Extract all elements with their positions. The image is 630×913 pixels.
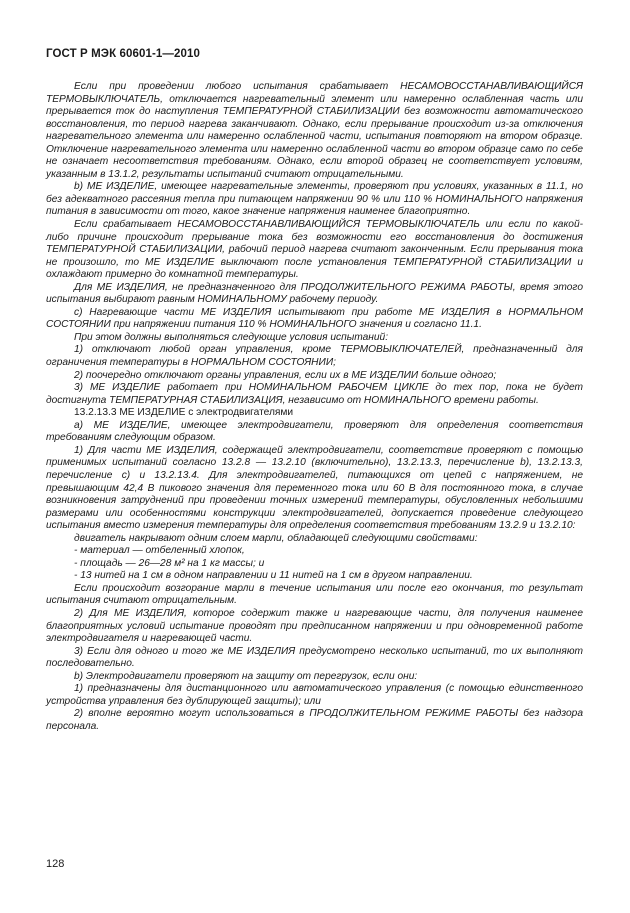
paragraph: b) МЕ ИЗДЕЛИЕ, имеющее нагревательные элементы, проверяют при условиях, указанных в 11.1, но без адекватного рассеяния тепла при питающем напряжении 90 % или 110 % НОМИНАЛЬНОГО напряжения питания в зависимости от того, какое значение напряжения наименее благоприятно. <box>46 181 583 218</box>
paragraph: 1) предназначены для дистанционного или автоматического управления (с помощью единственного устройства управления без дублирующей защиты); или <box>46 683 583 707</box>
paragraph: Если происходит возгорание марли в течение испытания или после его окончания, то результат испытания считают отрицательным. <box>46 582 583 607</box>
paragraph: - материал — отбеленный хлопок, <box>74 545 245 557</box>
paragraph: 3) МЕ ИЗДЕЛИЕ работает при НОМИНАЛЬНОМ РАБОЧЕМ ЦИКЛЕ до тех пор, пока не будет достигнута ТЕМПЕРАТУРНАЯ СТАБИЛИЗАЦИЯ, независимо от НОМИНАЛЬНОГО времени работы. <box>46 382 583 406</box>
paragraph: 2) поочередно отключают органы управления, если их в МЕ ИЗДЕЛИИ больше одного; <box>74 369 497 381</box>
paragraph: Если при проведении любого испытания срабатывает НЕСАМОВОССТАНАВЛИВАЮЩИЙСЯ ТЕРМОВЫКЛЮЧАТЕЛЬ, отключается нагревательный элемент или намеренно ослабленная часть или прерывается ток до наступления ТЕМПЕРАТУРНОЙ СТАБИЛИЗАЦИИ без возможности автоматического восстановления, то период нагрева заканчивают. Однако, если прерывание происходит из-за отключения нагревательного элемента или намеренно ослабленной части, испытания повторяют на втором образце. Отключение нагревательного элемента или намеренно ослабленной части во втором образце само по себе не означает несоответствия требованиям. Однако, если второй образец не соответствует условиям, указанным в 13.1.2, результаты испытаний считают отрицательными. <box>46 81 583 180</box>
document-body <box>46 81 583 733</box>
paragraph: 3) Если для одного и того же МЕ ИЗДЕЛИЯ предусмотрено несколько испытаний, то их выполняют последовательно. <box>46 645 583 670</box>
paragraph: 13.2.13.3 МЕ ИЗДЕЛИЕ с электродвигателями <box>74 407 294 419</box>
paragraph: b) Электродвигатели проверяют на защиту от перегрузок, если они: <box>74 670 418 682</box>
paragraph: двигатель накрывают одним слоем марли, обладающей следующими свойствами: <box>74 532 478 544</box>
paragraph: 1) Для части МЕ ИЗДЕЛИЯ, содержащей электродвигатели, соответствие проверяют с помощью применимых испытаний согласно 13.2.8 — 13.2.10 (включительно), 13.2.13.3, перечисление b), 13.2.13.3, перечисление c) и 13.2.13.4. Для электродвигателей, питающихся от цепей с напряжением, не превышающим 42,4 В пикового значения для переменного тока или 60 В для постоянного тока, в случае возникновения затруднений при проведении точных измерений температуры, обусловленных небольшими размерами или особенностями конструкции электродвигателей, допускается проведение следующего испытания вместо измерения температуры для определения соответствия требованиям 13.2.9 и 13.2.10: <box>46 444 583 532</box>
paragraph: 2) Для МЕ ИЗДЕЛИЯ, которое содержит также и нагревающие части, для получения наименее благоприятных условий испытание проводят при предписанном напряжении и при одновременной работе электродвигателя и нагревающей части. <box>46 607 583 645</box>
paragraph: а) МЕ ИЗДЕЛИЕ, имеющее электродвигатели, проверяют для определения соответствия требованиям следующим образом. <box>46 419 583 444</box>
paragraph: - площадь — 26—28 м² на 1 кг массы; и <box>74 557 265 569</box>
paragraph: 2) вполне вероятно могут использоваться в ПРОДОЛЖИТЕЛЬНОМ РЕЖИМЕ РАБОТЫ без надзора персонала. <box>46 708 583 732</box>
paragraph: При этом должны выполняться следующие условия испытаний: <box>74 331 389 343</box>
standard-header: ГОСТ Р МЭК 60601-1—2010 <box>46 48 200 60</box>
paragraph: Если срабатывает НЕСАМОВОССТАНАВЛИВАЮЩИЙСЯ ТЕРМОВЫКЛЮЧАТЕЛЬ или если по какой-либо причине происходит прерывание тока без возможности его восстановления до достижения ТЕМПЕРАТУРНОЙ СТАБИЛИЗАЦИИ, рабочий период нагрева считают законченным. Если прерывания тока не произошло, то МЕ ИЗДЕЛИЕ выключают после установления ТЕМПЕРАТУРНОЙ СТАБИЛИЗАЦИИ и охлаждают примерно до комнатной температуры. <box>46 219 583 281</box>
paragraph: - 13 нитей на 1 см в одном направлении и 11 нитей на 1 см в другом направлении. <box>74 570 473 582</box>
paragraph: Для МЕ ИЗДЕЛИЯ, не предназначенного для ПРОДОЛЖИТЕЛЬНОГО РЕЖИМА РАБОТЫ, время этого испытания выбирают равным НОМИНАЛЬНОМУ рабочему периоду. <box>46 281 583 306</box>
paragraph: 1) отключают любой орган управления, кроме ТЕРМОВЫКЛЮЧАТЕЛЕЙ, предназначенный для ограничения температуры в НОРМАЛЬНОМ СОСТОЯНИИ; <box>46 344 583 369</box>
paragraph: c) Нагревающие части МЕ ИЗДЕЛИЯ испытывают при работе МЕ ИЗДЕЛИЯ в НОРМАЛЬНОМ СОСТОЯНИИ при напряжении питания 110 % НОМИНАЛЬНОГО значения и согласно 11.1. <box>46 306 583 331</box>
page-number: 128 <box>46 858 65 870</box>
